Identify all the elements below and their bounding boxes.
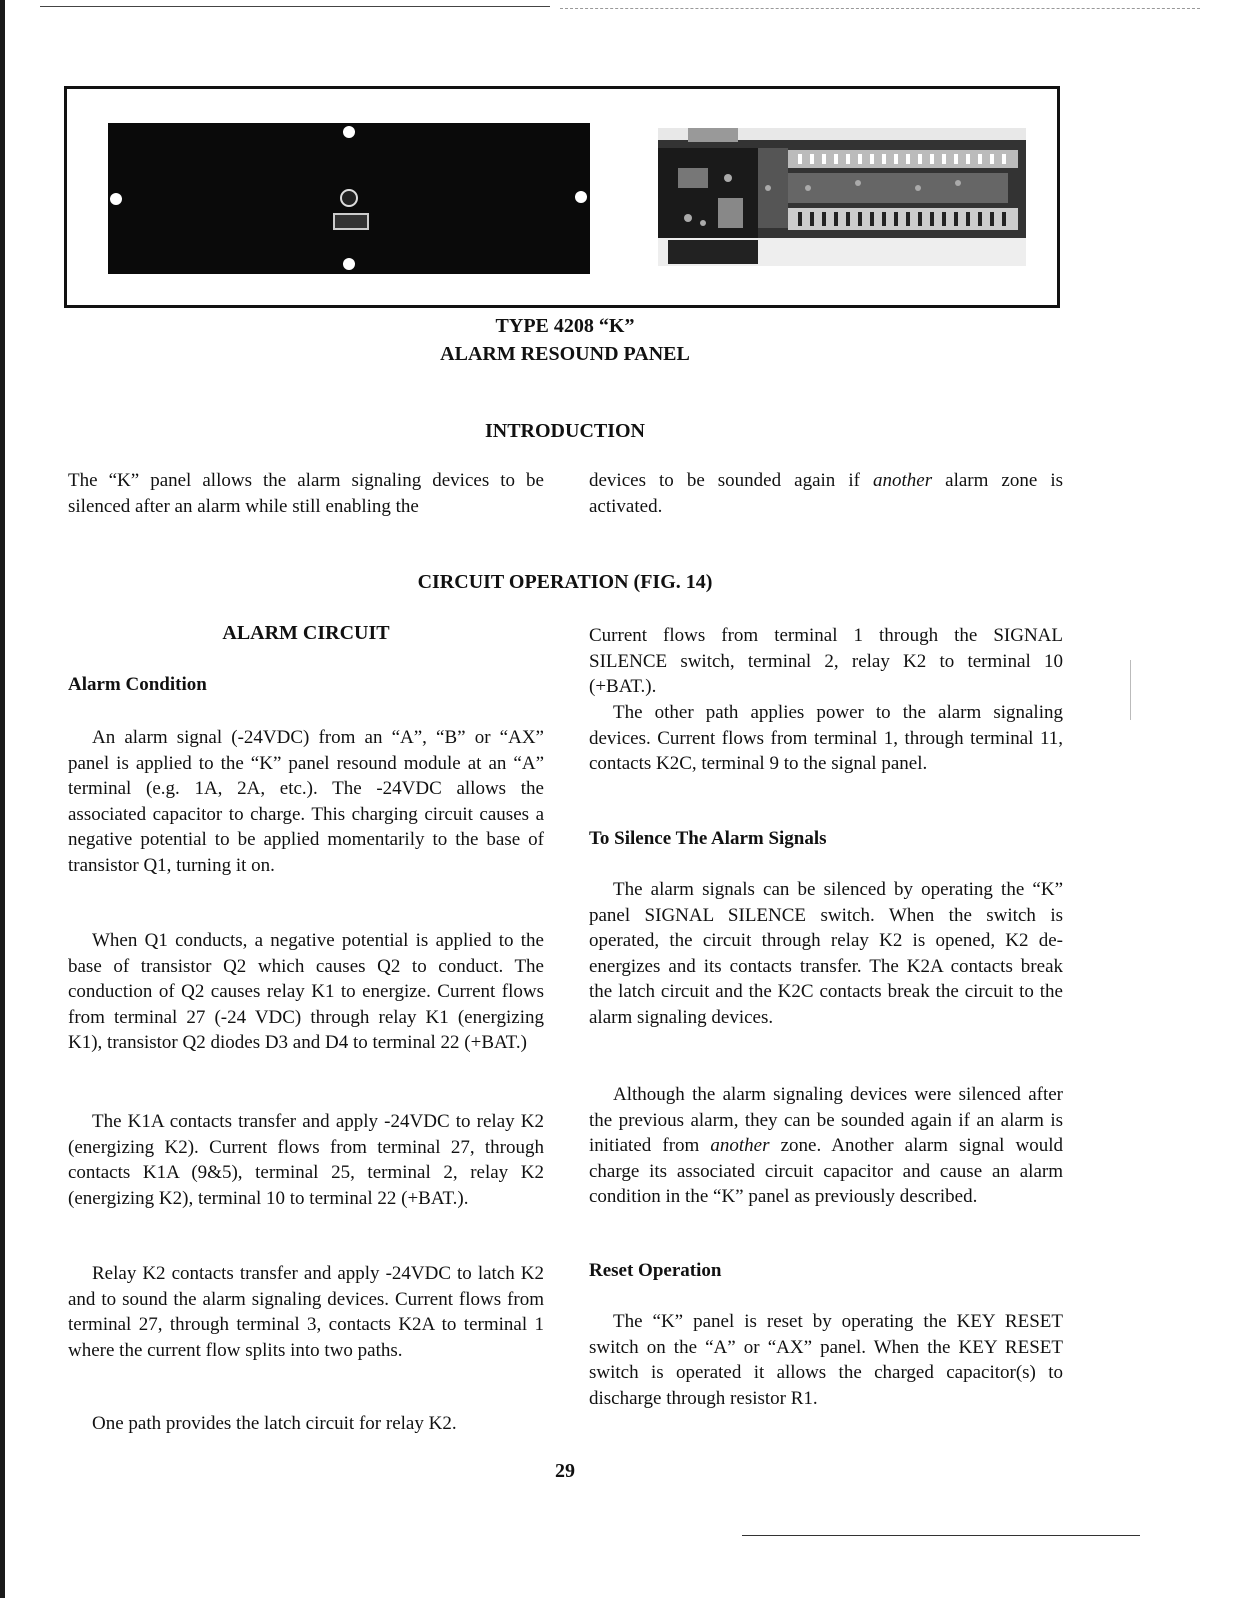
bottom-rule — [742, 1535, 1140, 1536]
scan-edge-bar — [0, 0, 5, 1598]
silence-heading: To Silence The Alarm Signals — [589, 828, 827, 849]
mounting-hole — [575, 191, 587, 203]
scan-mark — [1130, 660, 1131, 720]
reset-heading: Reset Operation — [589, 1260, 722, 1281]
circuit-operation-heading: CIRCUIT OPERATION (FIG. 14) — [417, 571, 713, 593]
alarm-circuit-heading: ALARM CIRCUIT — [222, 622, 390, 644]
introduction-heading: INTRODUCTION — [484, 420, 646, 442]
introduction-right-text: devices to be sounded again if another alarm zone is activated. — [589, 470, 1063, 517]
introduction-left-text: The “K” panel allows the alarm signaling devices to be silenced after an alarm while still enabling the — [68, 470, 544, 517]
right-paragraph: The “K” panel is reset by operating the KEY RESET switch on the “A” or “AX” panel. When the KEY RESET switch is operated it allows the charged capacitor(s) to discharge through resistor R1. — [589, 1311, 1063, 1409]
right-paragraph: Although the alarm signaling devices were silenced after the previous alarm, they can be sounded again if an alarm is initiated from another zone. Another alarm signal would charge its associated circuit capacitor and cause an alarm condition in the “K” panel as previously described. — [589, 1084, 1063, 1207]
page-number: 29 — [555, 1460, 575, 1482]
top-rule — [40, 6, 550, 7]
switch-icon — [333, 213, 369, 230]
alarm-condition-heading: Alarm Condition — [68, 674, 207, 695]
left-paragraph: An alarm signal (-24VDC) from an “A”, “B” or “AX” panel is applied to the “K” panel resound module at an “A” terminal (e.g. 1A, 2A, etc.). The -24VDC allows the associated capacitor to charge. This charging circuit causes a negative potential to be applied momentarily to the base of transistor Q1, turning it on. — [68, 727, 544, 876]
mounting-hole — [343, 258, 355, 270]
left-paragraph: One path provides the latch circuit for relay K2. — [92, 1413, 457, 1434]
product-title: TYPE 4208 “K” — [495, 315, 635, 337]
left-paragraph: Relay K2 contacts transfer and apply -24VDC to latch K2 and to sound the alarm signaling devices. Current flows from terminal 27, through terminal 3, contacts K2A to terminal 1 where the current flow splits into two paths. — [68, 1263, 544, 1361]
right-paragraph: The other path applies power to the alarm signaling devices. Current flows from terminal 1, through terminal 11, contacts K2C, terminal 9 to the signal panel. — [589, 702, 1063, 774]
left-paragraph: When Q1 conducts, a negative potential is applied to the base of transistor Q2 which causes Q2 to conduct. The conduction of Q2 causes relay K1 to energize. Current flows from terminal 27 (-24 VDC) through relay K1 (energizing K1), transistor Q2 diodes D3 and D4 to terminal 22 (+BAT.) — [68, 930, 544, 1053]
right-paragraph: The alarm signals can be silenced by operating the “K” panel SIGNAL SILENCE switch. When the switch is operated, the circuit through relay K2 is opened, K2 de-energizes and its contacts transfer. The K2A contacts break the latch circuit and the K2C contacts break the circuit to the alarm signaling devices. — [589, 879, 1063, 1028]
top-dashed-rule — [560, 8, 1200, 9]
product-subtitle: ALARM RESOUND PANEL — [440, 343, 690, 365]
mounting-hole — [343, 126, 355, 138]
circuit-board-photo — [658, 128, 1026, 266]
right-paragraph: Current flows from terminal 1 through the SIGNAL SILENCE switch, terminal 2, relay K2 to terminal 10 (+BAT.). — [589, 625, 1063, 697]
mounting-hole — [110, 193, 122, 205]
indicator-lamp-icon — [340, 189, 358, 207]
left-paragraph: The K1A contacts transfer and apply -24VDC to relay K2 (energizing K2). Current flows from terminal 27, through contacts K1A (9&5), terminal 25, terminal 2, relay K2 (energizing K2), terminal 10 to terminal 22 (+BAT.). — [68, 1111, 544, 1209]
panel-front-photo — [108, 123, 590, 274]
